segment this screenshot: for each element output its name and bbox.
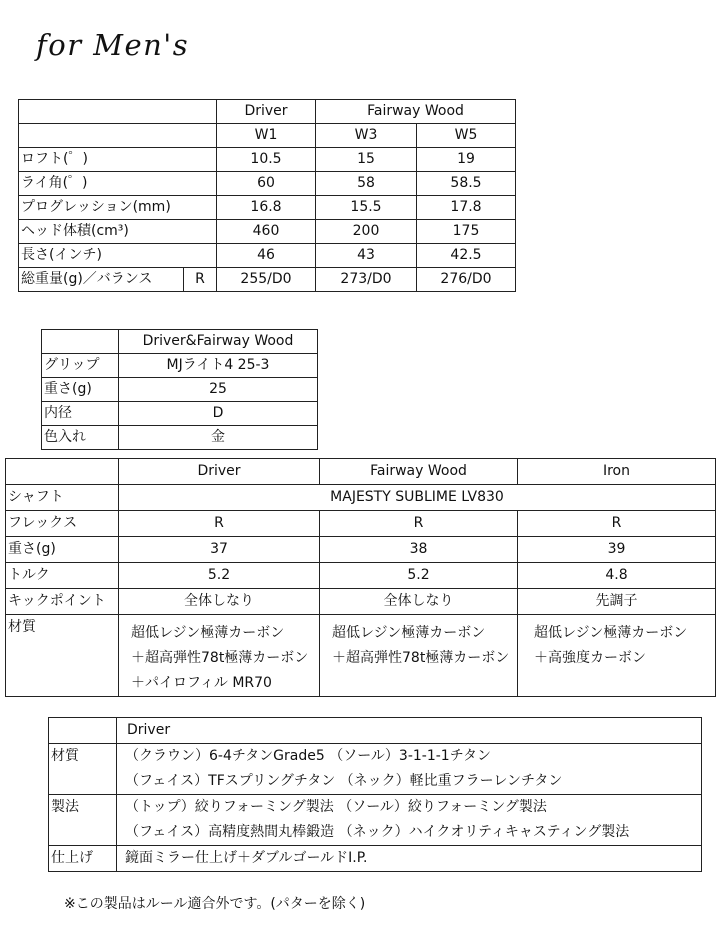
row-label: ライ角(゜)	[19, 172, 217, 196]
table-row	[42, 354, 318, 378]
column-header: Driver	[117, 718, 702, 744]
row-label: 色入れ	[42, 426, 119, 450]
row-label: 仕上げ	[49, 846, 117, 872]
table-row	[42, 330, 318, 354]
column-header: Driver	[119, 459, 320, 485]
column-header: W3	[316, 124, 417, 148]
material-line: ＋超高弾性78t極薄カーボン	[131, 650, 309, 666]
material-line: 超低レジン極薄カーボン	[534, 625, 688, 641]
row-label: トルク	[6, 563, 119, 589]
driver-head-table	[48, 717, 702, 872]
column-header: W1	[217, 124, 316, 148]
material-line: ＋パイロフィル MR70	[131, 675, 272, 691]
table-row	[6, 459, 716, 485]
table-cell: 17.8	[417, 196, 516, 220]
rule-note: ※この製品はルール適合外です。(パターを除く)	[64, 896, 366, 912]
table-row	[49, 846, 702, 872]
table-cell: 先調子	[518, 589, 716, 615]
table-cell: 460	[217, 220, 316, 244]
row-label: グリップ	[42, 354, 119, 378]
empty-cell	[49, 718, 117, 744]
grip-spec-table	[41, 329, 318, 450]
row-label: 内径	[42, 402, 119, 426]
material-line: 超低レジン極薄カーボン	[332, 625, 486, 641]
shaft-spec-table	[5, 458, 716, 697]
row-label: 材質	[6, 615, 119, 697]
table-cell: 金	[119, 426, 318, 450]
empty-cell	[42, 330, 119, 354]
table-row	[49, 769, 702, 795]
table-row	[49, 820, 702, 846]
table-row	[19, 220, 516, 244]
table-row	[6, 563, 716, 589]
table-row	[42, 378, 318, 402]
table-cell: D	[119, 402, 318, 426]
column-header: Iron	[518, 459, 716, 485]
table-cell: 42.5	[417, 244, 516, 268]
table-cell: （フェイス）TFスプリングチタン （ネック）軽比重フラーレンチタン	[117, 769, 702, 795]
column-header: Fairway Wood	[320, 459, 518, 485]
row-label: 重さ(g)	[6, 537, 119, 563]
row-label: 長さ(インチ)	[19, 244, 217, 268]
table-cell: （クラウン）6-4チタンGrade5 （ソール）3-1-1-1チタン	[117, 744, 702, 770]
material-cell-iron	[518, 615, 716, 697]
table-cell: 38	[320, 537, 518, 563]
table-row	[19, 244, 516, 268]
table-row	[19, 124, 516, 148]
table-cell: 39	[518, 537, 716, 563]
table-row	[49, 795, 702, 821]
table-cell: （フェイス）高精度熱間丸棒鍛造 （ネック）ハイクオリティキャスティング製法	[117, 820, 702, 846]
table-cell: 10.5	[217, 148, 316, 172]
column-header: Driver&Fairway Wood	[119, 330, 318, 354]
row-label: キックポイント	[6, 589, 119, 615]
table-cell: R	[119, 511, 320, 537]
table-cell: 37	[119, 537, 320, 563]
table-cell: （トップ）絞りフォーミング製法 （ソール）絞りフォーミング製法	[117, 795, 702, 821]
table-cell: 200	[316, 220, 417, 244]
table-cell: 58.5	[417, 172, 516, 196]
table-cell: 15	[316, 148, 417, 172]
table-row	[19, 172, 516, 196]
table-cell: 5.2	[320, 563, 518, 589]
row-label: 材質	[49, 744, 117, 795]
empty-cell	[19, 100, 217, 124]
row-label: ヘッド体積(cm³)	[19, 220, 217, 244]
column-header: Driver	[217, 100, 316, 124]
table-row	[6, 537, 716, 563]
row-label: シャフト	[6, 485, 119, 511]
shaft-name-cell: MAJESTY SUBLIME LV830	[119, 485, 716, 511]
column-header: Fairway Wood	[316, 100, 516, 124]
table-cell: 鏡面ミラー仕上げ＋ダブルゴールドI.P.	[117, 846, 702, 872]
table-row	[49, 744, 702, 770]
table-cell: R	[518, 511, 716, 537]
table-cell: 46	[217, 244, 316, 268]
material-line: ＋超高弾性78t極薄カーボン	[332, 650, 510, 666]
table-cell: 5.2	[119, 563, 320, 589]
material-line: ＋高強度カーボン	[534, 650, 646, 666]
table-cell: 276/D0	[417, 268, 516, 292]
table-row	[6, 589, 716, 615]
table-row	[6, 615, 716, 697]
table-cell: 19	[417, 148, 516, 172]
page-title: for Men's	[36, 28, 190, 62]
material-cell-driver	[119, 615, 320, 697]
table-cell: 4.8	[518, 563, 716, 589]
table-row	[42, 426, 318, 450]
table-cell: 43	[316, 244, 417, 268]
table-cell: 175	[417, 220, 516, 244]
table-row	[6, 485, 716, 511]
material-line: 超低レジン極薄カーボン	[131, 625, 285, 641]
row-label: 製法	[49, 795, 117, 846]
material-cell-fairway	[320, 615, 518, 697]
table-cell: MJライト4 25-3	[119, 354, 318, 378]
table-row	[19, 148, 516, 172]
table-cell: 273/D0	[316, 268, 417, 292]
table-cell: 255/D0	[217, 268, 316, 292]
table-cell: 全体しなり	[119, 589, 320, 615]
table-cell: 25	[119, 378, 318, 402]
table-row	[19, 100, 516, 124]
table-cell: 15.5	[316, 196, 417, 220]
table-row	[19, 196, 516, 220]
table-cell: 60	[217, 172, 316, 196]
table-row	[6, 511, 716, 537]
row-label: プログレッション(mm)	[19, 196, 217, 220]
table-row	[42, 402, 318, 426]
flex-cell: R	[184, 268, 217, 292]
row-label: フレックス	[6, 511, 119, 537]
table-cell: 58	[316, 172, 417, 196]
table-cell: R	[320, 511, 518, 537]
column-header: W5	[417, 124, 516, 148]
table-row	[19, 268, 516, 292]
row-label: ロフト(゜)	[19, 148, 217, 172]
row-label: 総重量(g)／バランス	[19, 268, 184, 292]
row-label: 重さ(g)	[42, 378, 119, 402]
head-spec-table	[18, 99, 516, 292]
empty-cell	[6, 459, 119, 485]
empty-cell	[19, 124, 217, 148]
table-row	[49, 718, 702, 744]
table-cell: 全体しなり	[320, 589, 518, 615]
table-cell: 16.8	[217, 196, 316, 220]
